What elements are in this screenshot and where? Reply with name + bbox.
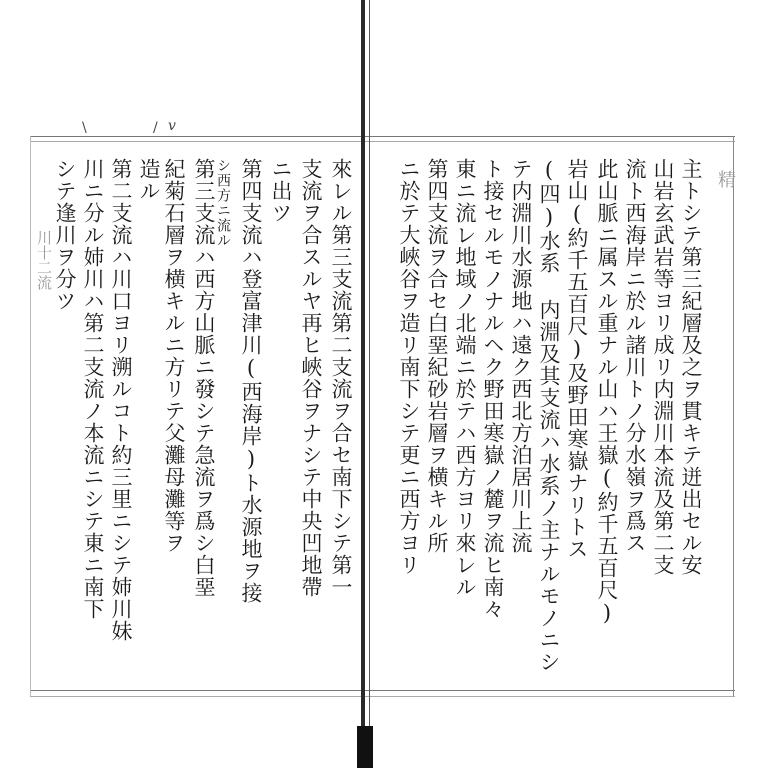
- left-page-column-8: 造ル: [137, 158, 161, 202]
- right-page-column-5: 岩山(約千五百尺)及野田寒嶽ナリトス: [565, 158, 589, 560]
- right-page-bleed-through: 精: [715, 170, 736, 188]
- margin-slash-mark: /: [153, 120, 158, 136]
- book-gutter: [361, 0, 365, 768]
- binding-thread: [357, 726, 373, 768]
- right-page-column-1: 主トシテ第三紀層及之ヲ貫キテ迸出セル安: [679, 158, 703, 576]
- right-page-column-8: ト接セルモノナルヘク野田寒嶽ノ麓ヲ流ヒ南々: [481, 158, 505, 620]
- page-edge-top-inner: [30, 141, 735, 142]
- left-page-column-3: ニ出ツ: [269, 158, 293, 224]
- left-page-column-5: シ西方ニ流ル: [215, 158, 231, 248]
- margin-tick-mark: \: [82, 120, 87, 136]
- page-edge-bottom-inner: [30, 696, 735, 697]
- left-page-column-4: 第四支流ハ登富津川(西海岸)ト水源地ヲ接: [239, 158, 263, 604]
- right-page-column-6: (四)水系 内淵及其支流ハ水系ノ主ナルモノニシ: [537, 158, 561, 673]
- left-page-bleed-through: 川十二流: [35, 230, 53, 290]
- page-edge-right: [733, 136, 734, 696]
- left-page-column-7: 紀菊石層ヲ横キルニ方リテ父灘母灘等ヲ: [162, 158, 186, 554]
- right-page-column-2: 山岩玄武岩等ヨリ成リ内淵川本流及第二支: [651, 158, 675, 576]
- left-page-column-10: 川ニ分ル姉川ハ第二支流ノ本流ニシテ東ニ南下: [81, 158, 105, 620]
- right-page-column-3: 流ト西海岸ニ於ル諸川トノ分水嶺ヲ爲ス: [623, 158, 647, 554]
- page-edge-top: [30, 136, 735, 137]
- left-page-column-6: 第三支流ハ西方山脈ニ發シテ急流ヲ爲シ白堊: [192, 158, 216, 598]
- book-gutter-line: [369, 0, 370, 768]
- left-page-column-1: 來レル第三支流第二支流ヲ合セ南下シテ第一: [329, 158, 353, 598]
- left-page-column-11: シテ逢川ヲ分ツ: [53, 158, 77, 312]
- right-page-column-7: テ内淵川水源地ハ遠ク西北方泊居川上流: [509, 158, 533, 554]
- right-page-column-9: 東ニ流レ地域ノ北端ニ於テハ西方ヨリ來レル: [453, 158, 477, 598]
- margin-v-mark: v: [168, 118, 176, 134]
- right-page-column-10: 第四支流ヲ合セ白堊紀砂岩層ヲ横キル所: [425, 158, 449, 554]
- page-edge-bottom: [30, 690, 735, 691]
- left-page-column-2: 支流ヲ合スルヤ再ヒ峽谷ヲナシテ中央凹地帶: [299, 158, 323, 598]
- left-page-column-9: 第二支流ハ川口ヨリ溯ルコト約三里ニシテ姉川妹: [109, 158, 133, 642]
- right-page-column-11: ニ於テ大峽谷ヲ造リ南下シテ更ニ西方ヨリ: [397, 158, 421, 576]
- page-edge-left: [30, 136, 31, 696]
- right-page-column-4: 此山脈ニ属スル重ナル山ハ王嶽(約千五百尺): [595, 158, 619, 626]
